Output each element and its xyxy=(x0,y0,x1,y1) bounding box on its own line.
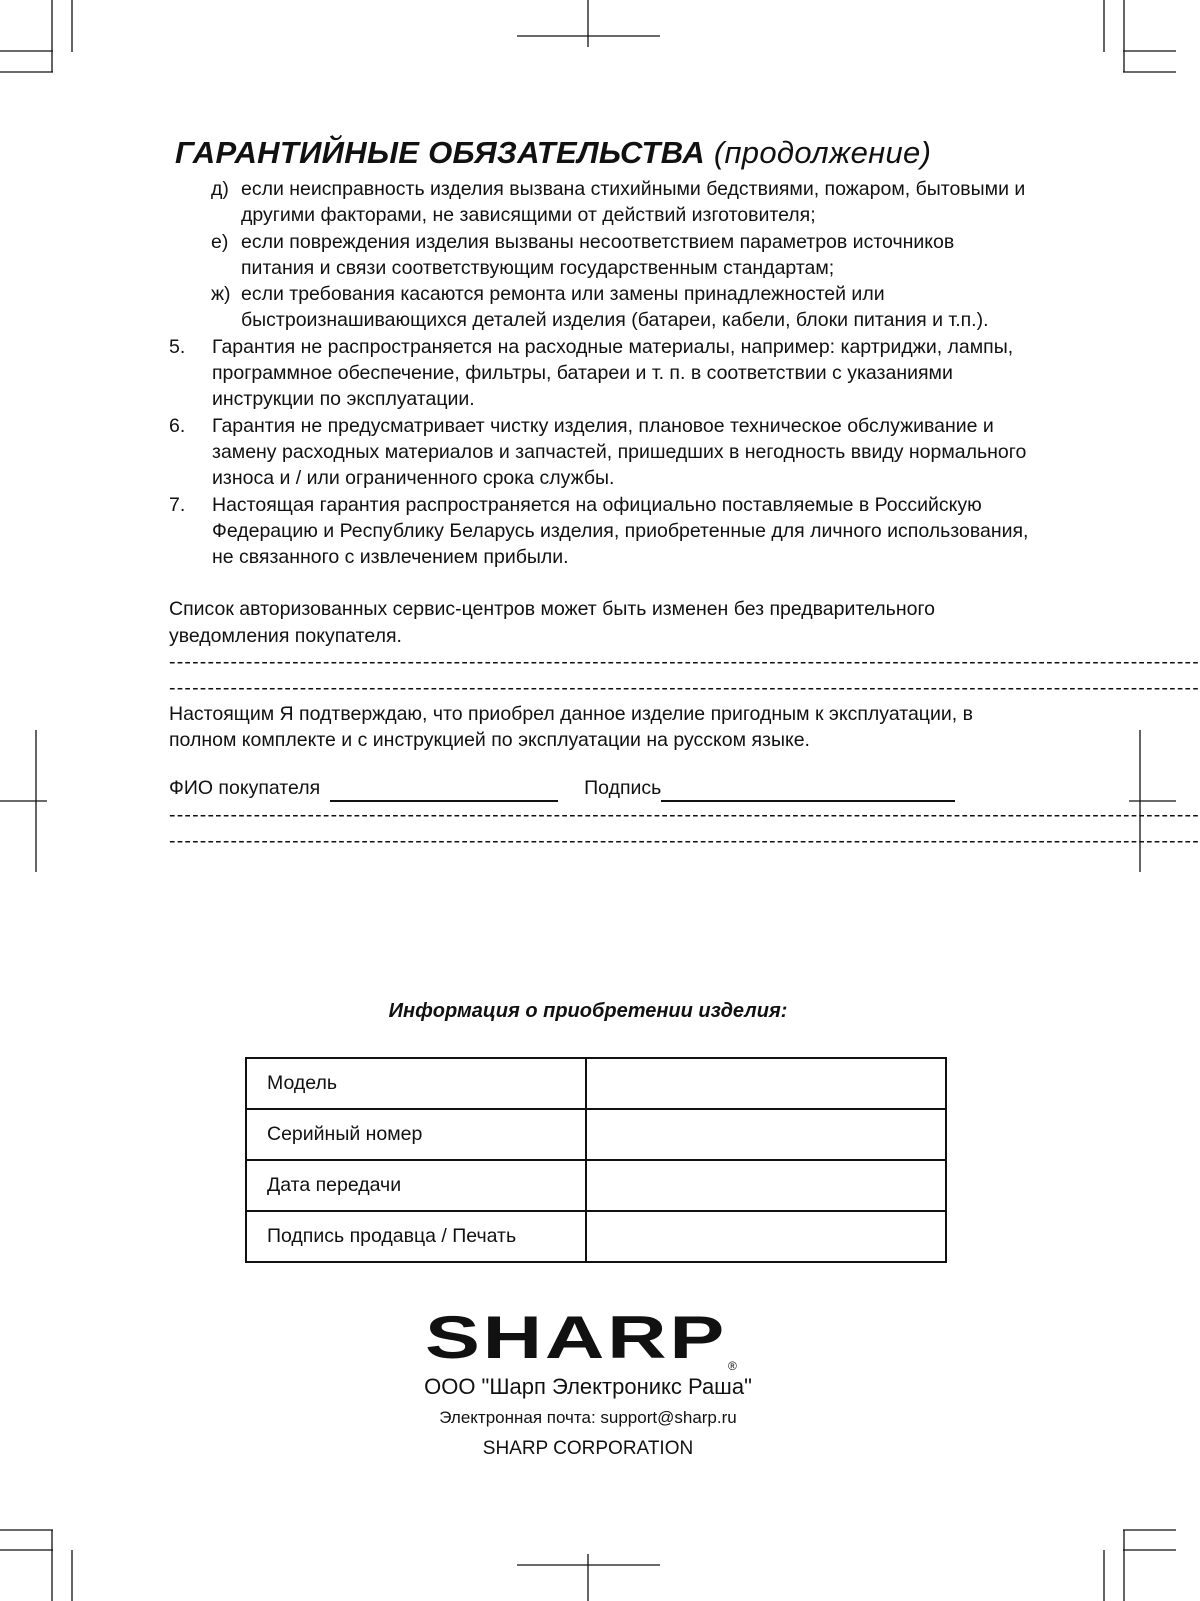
numbered-item xyxy=(169,334,1029,413)
table-row xyxy=(246,1109,946,1160)
company-name: ООО "Шарп Электроникс Раша" xyxy=(424,1374,752,1399)
buyer-name-field[interactable] xyxy=(330,778,558,802)
company-corporation: SHARP CORPORATION xyxy=(482,1438,694,1459)
signature-row xyxy=(169,768,1029,802)
registered-mark: ® xyxy=(728,1359,737,1373)
title-main: ГАРАНТИЙНЫЕ ОБЯЗАТЕЛЬСТВА xyxy=(175,135,705,170)
confirmation-text: Настоящим Я подтверждаю, что приобрел данное изделие пригодным к эксплуатации, в полном комплекте и с инструкцией по эксплуатации на русском языке. xyxy=(169,703,973,752)
row-value[interactable] xyxy=(586,1058,946,1109)
service-note: Список авторизованных сервис-центров может быть изменен без предварительного уведомления покупателя. xyxy=(169,598,935,647)
logo-text: SHARP xyxy=(425,1304,727,1371)
numbered-item xyxy=(169,413,1029,492)
sharp-logo xyxy=(425,1304,745,1373)
list-marker: д) xyxy=(211,178,229,200)
table-row xyxy=(246,1058,946,1109)
row-value[interactable] xyxy=(586,1160,946,1211)
list-marker: е) xyxy=(211,230,229,253)
table-row xyxy=(246,1160,946,1211)
company-email: Электронная почта: support@sharp.ru xyxy=(439,1408,737,1427)
dashed-separator: -------------------------------------------------------------------------------------------------------------------------------------- xyxy=(169,677,1200,700)
dashed-separator: -------------------------------------------------------------------------------------------------------------------------------------- xyxy=(169,803,1200,826)
row-value[interactable] xyxy=(586,1211,946,1262)
list-text: если неисправность изделия вызвана стихийными бедствиями, пожаром, бытовыми и другими факторами, не зависящими от действий изготовителя; xyxy=(241,178,1026,227)
list-item xyxy=(169,281,1029,334)
list-text: Гарантия не предусматривает чистку изделия, плановое техническое обслуживание и замену расходных материалов и запчастей, пришедших в негодность ввиду нормального износа и / или ограниченного срока службы. xyxy=(212,414,1027,490)
title-sub: (продолжение) xyxy=(713,135,932,170)
row-label: Модель xyxy=(246,1058,586,1109)
list-marker: 7. xyxy=(169,493,186,516)
purchase-info-title: Информация о приобретении изделия: xyxy=(388,1000,788,1022)
signature-label: Подпись xyxy=(584,777,662,800)
numbered-item xyxy=(169,492,1029,571)
list-item xyxy=(169,176,1029,229)
list-text: Настоящая гарантия распространяется на официально поставляемые в Российскую Федерацию и Республику Беларусь изделия, приобретенные для личного использования, не связанного с извлечением прибыли. xyxy=(212,493,1029,569)
document-body xyxy=(169,176,1200,854)
purchase-info-table xyxy=(245,1057,947,1263)
page-title xyxy=(175,133,931,173)
row-label: Подпись продавца / Печать xyxy=(246,1211,586,1262)
list-text: если требования касаются ремонта или замены принадлежностей или быстроизнашивающихся деталей изделия (батареи, кабели, блоки питания и т.п.). xyxy=(241,283,989,332)
table-row xyxy=(246,1211,946,1262)
list-marker: 5. xyxy=(169,335,186,358)
row-value[interactable] xyxy=(586,1109,946,1160)
row-label: Серийный номер xyxy=(246,1109,586,1160)
buyer-name-label: ФИО покупателя xyxy=(169,777,321,800)
list-text: Гарантия не распространяется на расходные материалы, например: картриджи, лампы, программное обеспечение, фильтры, батареи и т. п. в соответствии с указаниями инструкции по эксплуатации. xyxy=(212,335,1014,411)
list-marker: 6. xyxy=(169,414,186,437)
dashed-separator: -------------------------------------------------------------------------------------------------------------------------------------- xyxy=(169,829,1200,852)
dashed-separator: -------------------------------------------------------------------------------------------------------------------------------------- xyxy=(169,651,1200,674)
signature-field[interactable] xyxy=(661,778,955,802)
row-label: Дата передачи xyxy=(246,1160,586,1211)
list-item xyxy=(169,229,1029,282)
list-marker: ж) xyxy=(211,283,231,306)
list-text: если повреждения изделия вызваны несоответствием параметров источников питания и связи соответствующим государственным стандартам; xyxy=(241,230,955,279)
